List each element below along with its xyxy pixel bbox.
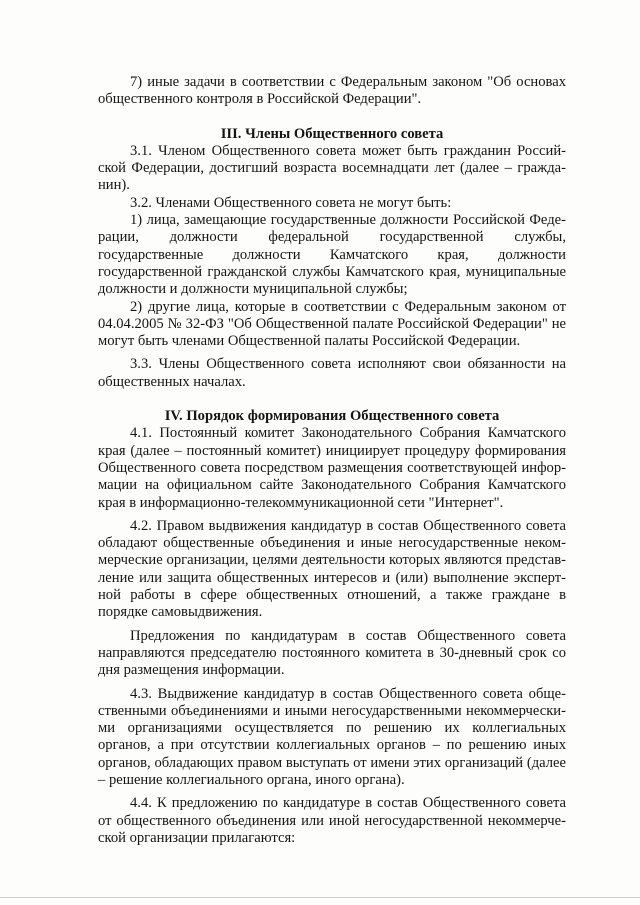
paragraph-3-2-item-2: 2) другие лица, которые в соответствии с Федеральным законом от 04.04.2005 № 32-ФЗ "Об Общественной палате Российской Федерации" не могут быть членами Общественной палаты Российской Федерации. <box>98 298 566 350</box>
paragraph-3-3: 3.3. Члены Общественного совета исполняют свои обязанности на общественных началах. <box>98 356 566 390</box>
paragraph-4-2: 4.2. Правом выдвижения кандидатур в состав Общественного совета обладают общественные объединения и иные негосударственные некоммерческие организации, целями деятельности которых являются представление или защита общественных интересов и (или) выполнение экспертной работы в сфере общественных отношений, а также граждане в порядке самовыдвижения. <box>98 517 566 621</box>
paragraph-4-2-proposals: Предложения по кандидатурам в состав Общественного совета направляются председателю постоянного комитета в 30-дневный срок со дня размещения информации. <box>98 627 566 679</box>
document-body <box>98 74 566 847</box>
section-heading-4: IV. Порядок формирования Общественного совета <box>164 408 500 425</box>
paragraph-4-1: 4.1. Постоянный комитет Законодательного Собрания Камчатского края (далее – постоянный комитет) инициирует процедуру формирования Общественного совета посредством размещения соответствующей информации на официальном сайте Законодательного Собрания Камчатского края в информационно-телекоммуникационной сети "Интернет". <box>98 425 566 511</box>
paragraph-4-4: 4.4. К предложению по кандидатуре в состав Общественного совета от общественного объединения или иной негосударственной некоммерческой организации прилагаются: <box>98 795 566 846</box>
section-heading-3: III. Члены Общественного совета <box>220 125 444 142</box>
paragraph-item-7: 7) иные задачи в соответствии с Федеральным законом "Об основах общественного контроля в Российской Федерации". <box>98 74 566 108</box>
page-bottom-edge <box>0 897 640 898</box>
paragraph-3-1: 3.1. Членом Общественного совета может быть гражданин Российской Федерации, достигший возраста восемнадцати лет (далее – гражданин). <box>98 142 566 194</box>
paragraph-3-2: 3.2. Членами Общественного совета не могут быть: <box>130 194 452 211</box>
paragraph-4-3: 4.3. Выдвижение кандидатур в состав Общественного совета общественными объединениями и иными негосударственными некоммерческими организациями осуществляется по решению их коллегиальных органов, а при отсутствии коллегиальных органов – по решению иных органов, обладающих правом выступать от имени этих организаций (далее – решение коллегиального органа, иного органа). <box>98 685 566 788</box>
paragraph-3-2-item-1: 1) лица, замещающие государственные должности Российской Федерации, должности федеральной государственной службы, государственные должности Камчатского края, должности государственной гражданской службы Камчатского края, муниципальные должности и должности муниципальной службы; <box>98 212 566 298</box>
